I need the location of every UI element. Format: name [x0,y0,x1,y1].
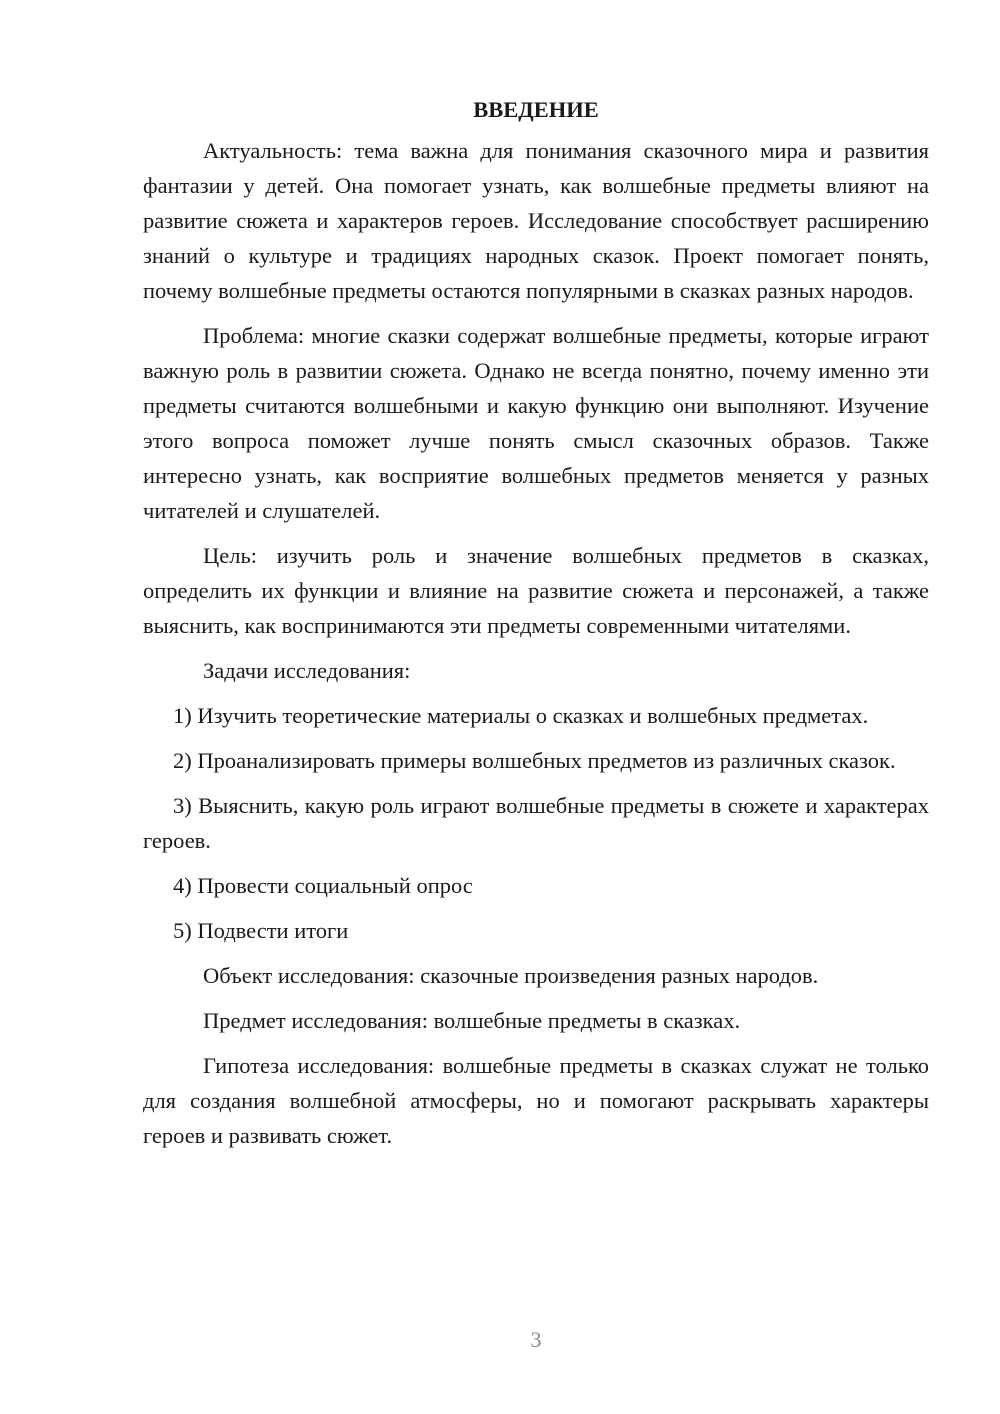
paragraph-object: Объект исследования: сказочные произведения разных народов. [203,963,819,988]
tasks-list [143,698,929,948]
page-number: 3 [530,1327,542,1352]
paragraph-hypothesis: Гипотеза исследования: волшебные предметы в сказках служат не только для создания волшебной атмосферы, но и помогают раскрывать характеры героев и развивать сюжет. [143,1053,929,1148]
task-item-4: 4) Провести социальный опрос [173,873,473,898]
paragraph-relevance: Актуальность: тема важна для понимания сказочного мира и развития фантазии у детей. Она помогает узнать, как волшебные предметы влияют на развитие сюжета и характеров героев. Исследование способствует расширению знаний о культуре и традициях народных сказок. Проект помогает понять, почему волшебные предметы остаются популярными в сказках разных народов. [143,138,929,303]
paragraph-goal: Цель: изучить роль и значение волшебных предметов в сказках, определить их функции и влияние на развитие сюжета и персонажей, а также выяснить, как воспринимаются эти предметы современными читателями. [143,543,929,638]
task-item-3: 3) Выяснить, какую роль играют волшебные предметы в сюжете и характерах героев. [143,793,929,853]
paragraph-problem: Проблема: многие сказки содержат волшебные предметы, которые играют важную роль в развитии сюжета. Однако не всегда понятно, почему именно эти предметы считаются волшебными и какую функцию они выполняют. Изучение этого вопроса поможет лучше понять смысл сказочных образов. Также интересно узнать, как восприятие волшебных предметов меняется у разных читателей и слушателей. [143,323,929,523]
task-item-2: 2) Проанализировать примеры волшебных предметов из различных сказок. [173,748,896,773]
tasks-heading: Задачи исследования: [203,658,411,683]
section-title: ВВЕДЕНИЕ [473,97,599,122]
page-content [143,92,929,1163]
paragraph-subject: Предмет исследования: волшебные предметы в сказках. [203,1008,741,1033]
task-item-1: 1) Изучить теоретические материалы о сказках и волшебных предметах. [173,703,869,728]
task-item-5: 5) Подвести итоги [173,918,349,943]
